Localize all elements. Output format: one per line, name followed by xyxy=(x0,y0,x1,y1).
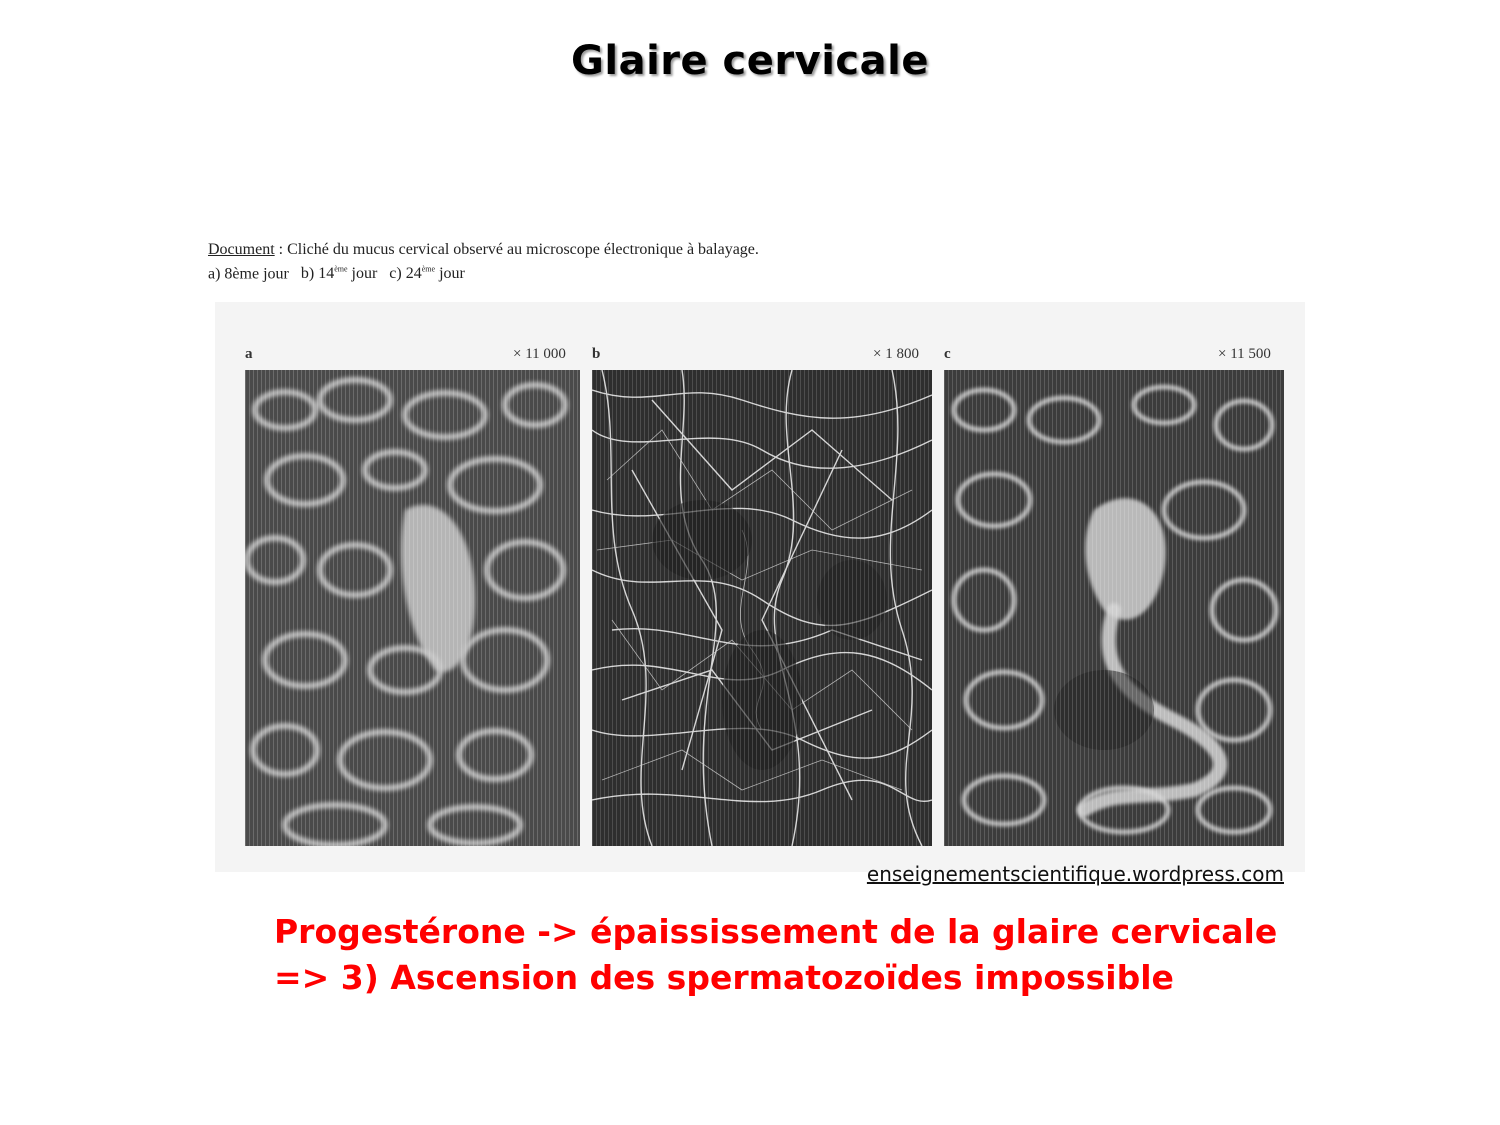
micrograph-panel-b xyxy=(592,370,932,846)
conclusion-line-1: Progestérone -> épaississement de la glaire cervicale xyxy=(274,912,1278,951)
micrograph-panel-c xyxy=(944,370,1284,846)
conclusion-line-2: => 3) Ascension des spermatozoïdes impossible xyxy=(274,958,1174,997)
caption-line-2 xyxy=(208,260,759,284)
panel-b-magnification: × 1 800 xyxy=(873,346,919,362)
caption-day-b: b) 14ème jour xyxy=(300,265,378,283)
panel-a-magnification: × 11 000 xyxy=(513,346,566,362)
source-link[interactable]: enseignementscientifique.wordpress.com xyxy=(866,862,1284,886)
panel-b-label: b xyxy=(592,346,601,362)
panel-c-magnification: × 11 500 xyxy=(1218,346,1271,362)
caption-document-word: Document xyxy=(208,241,275,258)
panel-c-label: c xyxy=(944,346,951,362)
micrograph-panel-a xyxy=(245,370,580,846)
sem-micrograph-figure xyxy=(215,302,1305,872)
caption-line-1 xyxy=(208,240,759,260)
slide-title: Glaire cervicale xyxy=(571,38,929,84)
caption-day-c: c) 24ème jour xyxy=(389,265,465,283)
document-caption xyxy=(208,240,759,284)
caption-day-a: a) 8ème jour xyxy=(208,265,289,283)
panel-a-label: a xyxy=(245,346,253,362)
caption-description: : Cliché du mucus cervical observé au microscope électronique à balayage. xyxy=(274,241,759,258)
